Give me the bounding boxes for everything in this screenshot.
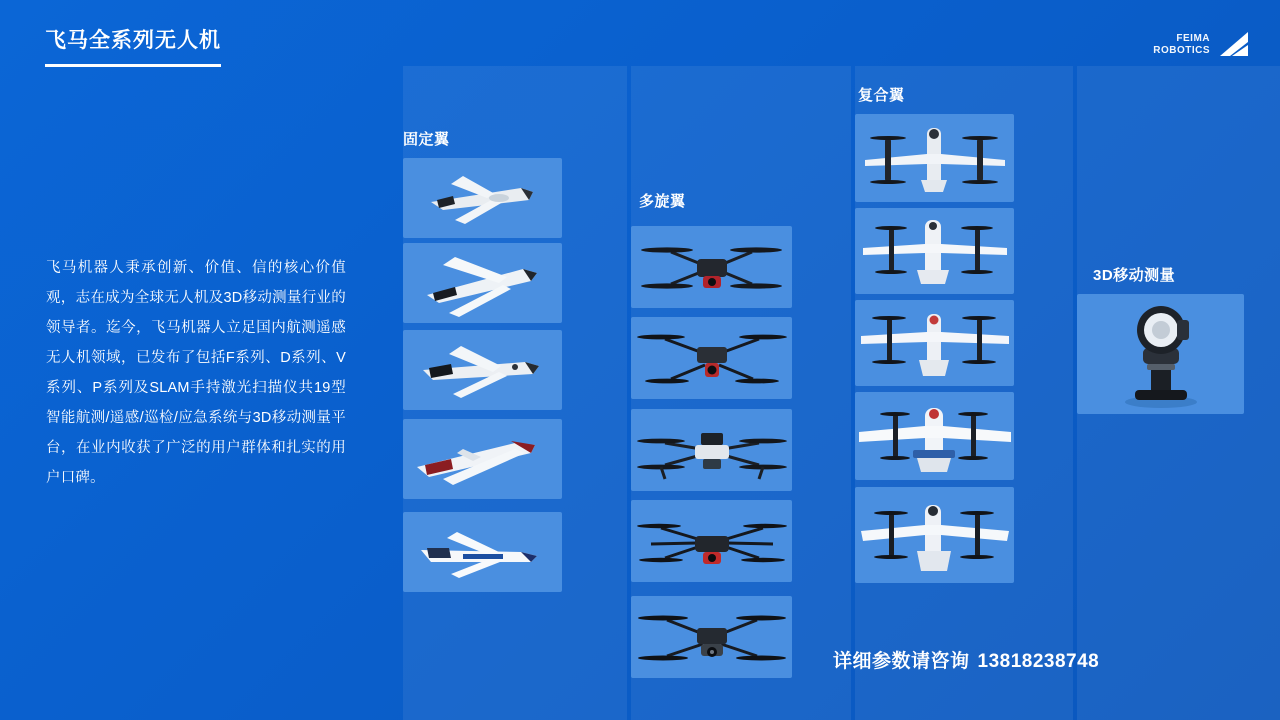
hybrid-wing-drone-4-image <box>855 392 1014 480</box>
multirotor-drone-5-image <box>631 596 792 678</box>
mobile-mapping-scanner-image <box>1077 294 1244 414</box>
column-heading-multirotor: 多旋翼 <box>639 193 686 210</box>
hybrid-wing-drone-1-image <box>855 114 1014 202</box>
fixed-wing-drone-1-image <box>403 158 562 238</box>
column-heading-fixed-wing: 固定翼 <box>403 131 450 148</box>
multirotor-drone-2-image <box>631 317 792 399</box>
hybrid-wing-drone-2-image <box>855 208 1014 294</box>
title-underline <box>45 64 221 67</box>
contact-label: 详细参数请咨询 <box>833 651 970 672</box>
multirotor-drone-1-image <box>631 226 792 308</box>
brand-logo-text <box>1153 33 1210 58</box>
hybrid-wing-drone-3-image <box>855 300 1014 386</box>
column-heading-mobile-mapping: 3D移动测量 <box>1093 267 1176 284</box>
contact-line <box>833 646 1099 673</box>
multirotor-drone-4-image <box>631 500 792 582</box>
brand-logo-line1: FEIMA <box>1176 32 1210 44</box>
hybrid-wing-drone-5-image <box>855 487 1014 583</box>
brand-logo <box>1153 30 1252 60</box>
brand-logo-line2: ROBOTICS <box>1153 45 1210 56</box>
contact-phone-number: 13818238748 <box>977 651 1100 672</box>
page-title: 飞马全系列无人机 <box>45 29 221 52</box>
fixed-wing-drone-3-image <box>403 330 562 410</box>
column-heading-hybrid-wing: 复合翼 <box>858 87 905 104</box>
fixed-wing-drone-4-image <box>403 419 562 499</box>
multirotor-drone-3-image <box>631 409 792 491</box>
page-title-block <box>45 28 221 67</box>
description-text: 飞马机器人秉承创新、价值、信的核心价值观，志在成为全球无人机及3D移动测量行业的领导者。迄今，飞马机器人立足国内航测遥感无人机领域，已发布了包括F系列、D系列、V系列、P系列及SLAM手持激光扫描仪共19型智能航测/遥感/巡检/应急系统与3D移动测量平台，在业内收获了广泛的用户群体和扎实的用户口碑。 <box>46 259 346 486</box>
fixed-wing-drone-5-image <box>403 512 562 592</box>
brand-mark-icon <box>1218 30 1252 60</box>
fixed-wing-drone-2-image <box>403 243 562 323</box>
